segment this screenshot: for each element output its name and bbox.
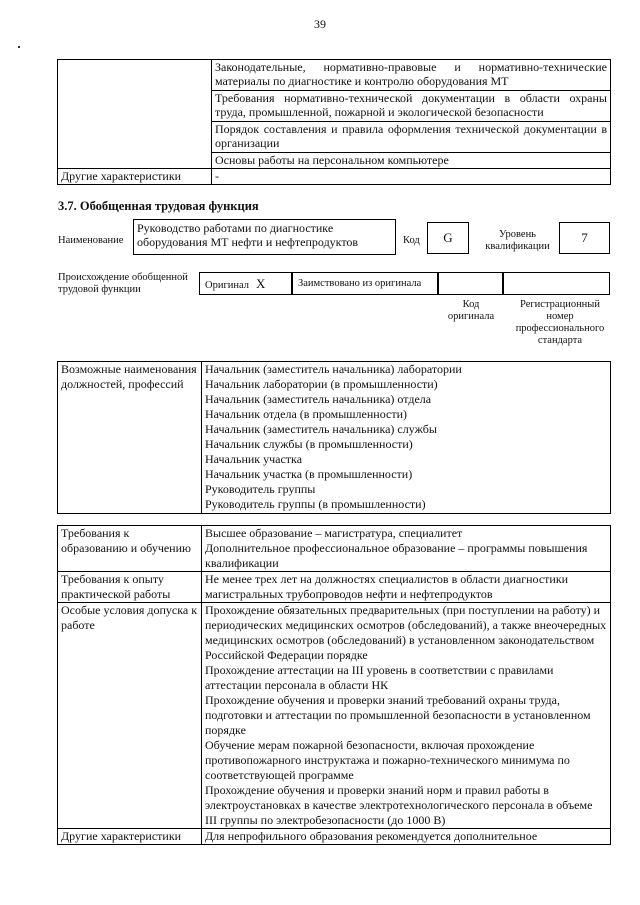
knowledge-table	[57, 59, 611, 185]
position-item: Начальник участка	[205, 452, 303, 466]
position-item: Начальник (заместитель начальника) лаборатории	[205, 362, 462, 376]
level-label: Уровень квалификации	[485, 229, 550, 252]
borrowed-cell: Заимствовано из оригинала	[292, 272, 438, 295]
empty-cell	[58, 60, 212, 169]
original-mark: X	[256, 276, 266, 291]
name-label: Наименование	[58, 235, 124, 246]
position-item: Начальник (заместитель начальника) службы	[205, 422, 437, 436]
original-cell	[199, 272, 292, 295]
positions-label: Возможные наименования должностей, профессий	[58, 362, 202, 514]
position-item: Начальник участка (в промышленности)	[205, 467, 413, 481]
level-value: 7	[559, 222, 610, 254]
code-caption: Код оригинала	[447, 299, 495, 322]
special-condition: Прохождение обязательных предварительных (при поступлении на работу) и периодических медицинских осмотров (обследований), а также внеочередных медицинских осмотров (обследований) в установленном законодательством Российской Федерации порядке	[205, 603, 607, 662]
registration-number-cell	[503, 272, 610, 295]
special-conditions-value	[202, 603, 611, 829]
position-item: Начальник лаборатории (в промышленности)	[205, 377, 438, 391]
page-number: 39	[314, 17, 326, 31]
position-item: Начальник отдела (в промышленности)	[205, 407, 407, 421]
position-item: Начальник службы (в промышленности)	[205, 437, 413, 451]
education-value	[202, 526, 611, 572]
section-title: 3.7. Обобщенная трудовая функция	[58, 199, 259, 213]
original-code-cell	[438, 272, 503, 295]
experience-value: Не менее трех лет на должностях специалистов в области диагностики магистральных трубопроводов нефти и нефтепродуктов	[202, 572, 611, 603]
knowledge-item: Порядок составления и правила оформления технической документации в организации	[212, 122, 611, 153]
education-line: Дополнительное профессиональное образование – программы повышения квалификации	[205, 541, 588, 570]
position-item: Начальник (заместитель начальника) отдела	[205, 392, 432, 406]
knowledge-item: Основы работы на персональном компьютере	[212, 153, 611, 169]
position-item: Руководитель группы	[205, 482, 316, 496]
education-label: Требования к образованию и обучению	[58, 526, 202, 572]
name-value: Руководство работами по диагностике оборудования МТ нефти и нефтепродуктов	[133, 219, 396, 255]
other-characteristics-value: -	[212, 169, 611, 185]
knowledge-item: Требования нормативно-технической документации в области охраны труда, промышленной, пожарной и экологической безопасности	[212, 91, 611, 122]
positions-table	[57, 361, 611, 514]
registration-caption: Регистрационный номер профессионального стандарта	[515, 299, 605, 346]
code-value: G	[427, 222, 469, 254]
other-characteristics-value: Для непрофильного образования рекомендуется дополнительное	[202, 829, 611, 845]
special-conditions-label: Особые условия допуска к работе	[58, 603, 202, 829]
special-condition: Прохождение обучения и проверки знаний норм и правил работы в электроустановках в качестве электротехнологического персонала в объеме III группы по электробезопасности (до 1000 В)	[205, 783, 593, 827]
positions-list	[202, 362, 611, 514]
code-label: Код	[403, 235, 420, 246]
knowledge-item: Законодательные, нормативно-правовые и нормативно-технические материалы по диагностике и контролю оборудования МТ	[212, 60, 611, 91]
requirements-table	[57, 525, 611, 845]
origin-label: Происхождение обобщенной трудовой функции	[58, 272, 188, 295]
other-characteristics-label: Другие характеристики	[58, 829, 202, 845]
original-label: Оригинал	[205, 280, 249, 291]
special-condition: Прохождение аттестации на III уровень в соответствии с правилами аттестации персонала в области НК	[205, 663, 554, 692]
special-condition: Прохождение обучения и проверки знаний требований охраны труда, подготовки и аттестации по промышленной безопасности в установленном порядке	[205, 693, 591, 737]
position-item: Руководитель группы (в промышленности)	[205, 497, 426, 511]
experience-label: Требования к опыту практической работы	[58, 572, 202, 603]
scan-speck	[18, 46, 20, 48]
other-characteristics-label: Другие характеристики	[58, 169, 212, 185]
special-condition: Обучение мерам пожарной безопасности, включая прохождение противопожарного инструктажа и пожарно-технического минимума по соответствующей программе	[205, 738, 570, 782]
education-line: Высшее образование – магистратура, специалитет	[205, 526, 463, 540]
